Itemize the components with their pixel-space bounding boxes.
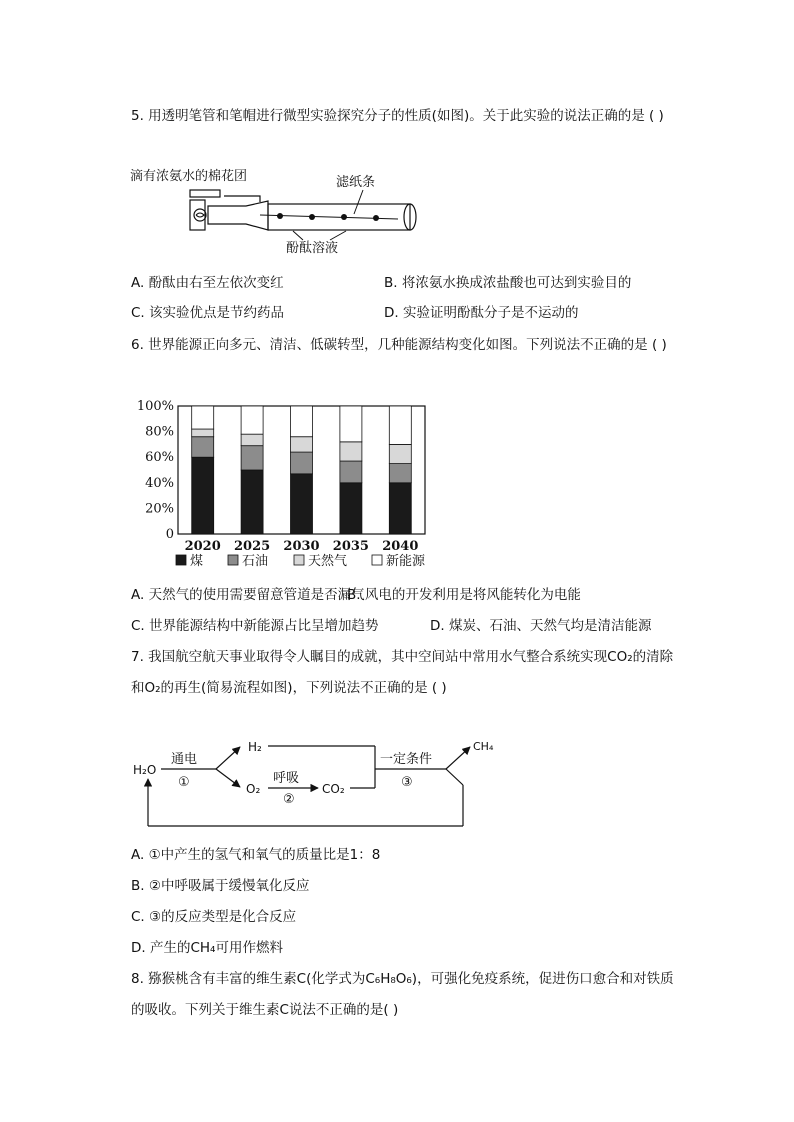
energy-structure-chart xyxy=(120,392,440,572)
label-cotton: 滴有浓氨水的棉花团 xyxy=(130,169,248,184)
y-tick-label: 100% xyxy=(136,399,174,414)
legend-swatch xyxy=(372,555,382,565)
bar-segment xyxy=(241,434,263,446)
legend-swatch xyxy=(228,555,238,565)
step1-label: 通电 xyxy=(171,752,198,767)
legend-label: 石油 xyxy=(242,554,269,569)
x-tick-label: 2020 xyxy=(184,539,221,554)
step2-label: 呼吸 xyxy=(273,771,300,786)
node-o2: O₂ xyxy=(246,782,261,796)
q6-option-a[interactable]: A. 天然气的使用需要留意管道是否漏气 xyxy=(131,587,365,603)
label-phenolphthalein: 酚酞溶液 xyxy=(286,241,339,256)
q7-stem-line1: 7. 我国航空航天事业取得令人瞩目的成就，其中空间站中常用水气整合系统实现CO₂的清除 xyxy=(131,649,674,665)
q7-flow-diagram xyxy=(128,733,508,833)
bar-segment xyxy=(389,483,411,534)
legend-label: 天然气 xyxy=(308,554,348,569)
legend-label: 煤 xyxy=(190,554,204,569)
y-tick-label: 60% xyxy=(145,450,174,466)
step3-number: ③ xyxy=(401,775,413,790)
y-tick-label: 80% xyxy=(145,424,174,440)
bar-segment xyxy=(192,457,214,534)
label-filter-paper: 滤纸条 xyxy=(336,175,376,190)
bar-segment xyxy=(340,461,362,483)
bar-segment xyxy=(389,406,411,444)
q8-stem-line1: 8. 猕猴桃含有丰富的维生素C(化学式为C₆H₈O₆)，可强化免疫系统，促进伤口愈合和对铁质 xyxy=(131,971,674,987)
legend-swatch xyxy=(294,555,304,565)
bar-segment xyxy=(389,464,411,483)
q7-option-b[interactable]: B. ②中呼吸属于缓慢氧化反应 xyxy=(131,878,310,894)
bar-segment xyxy=(291,474,313,534)
q6-option-c[interactable]: C. 世界能源结构中新能源占比呈增加趋势 xyxy=(131,618,379,634)
q8-stem-line2: 的吸收。下列关于维生素C说法不正确的是( ) xyxy=(131,1002,399,1018)
x-tick-label: 2035 xyxy=(332,539,369,554)
bar-segment xyxy=(340,483,362,534)
step2-number: ② xyxy=(283,792,295,807)
q7-option-c[interactable]: C. ③的反应类型是化合反应 xyxy=(131,909,297,925)
node-h2o: H₂O xyxy=(133,763,157,777)
q7-option-d[interactable]: D. 产生的CH₄可用作燃料 xyxy=(131,940,283,956)
bar-segment xyxy=(241,470,263,534)
x-tick-label: 2040 xyxy=(382,539,419,554)
q7-option-a[interactable]: A. ①中产生的氢气和氧气的质量比是1：8 xyxy=(131,847,381,863)
q5-figure xyxy=(128,160,428,260)
q5-option-a[interactable]: A. 酚酞由右至左依次变红 xyxy=(131,275,284,291)
bar-segment xyxy=(340,442,362,461)
legend-swatch xyxy=(176,555,186,565)
node-h2: H₂ xyxy=(248,740,262,754)
step3-label: 一定条件 xyxy=(380,752,433,767)
bar-segment xyxy=(340,406,362,442)
bar-segment xyxy=(192,437,214,457)
x-tick-label: 2025 xyxy=(234,539,271,554)
bar-segment xyxy=(291,406,313,437)
step1-number: ① xyxy=(178,775,190,790)
bar-segment xyxy=(192,429,214,437)
q5-option-d[interactable]: D. 实验证明酚酞分子是不运动的 xyxy=(384,305,579,321)
q6-stem: 6. 世界能源正向多元、清洁、低碳转型，几种能源结构变化如图。下列说法不正确的是 ( ) xyxy=(131,337,667,353)
q6-option-d[interactable]: D. 煤炭、石油、天然气均是清洁能源 xyxy=(430,618,652,634)
bar-segment xyxy=(389,444,411,463)
q7-stem-line2: 和O₂的再生(简易流程如图)，下列说法不正确的是 ( ) xyxy=(131,680,447,696)
bar-segment xyxy=(241,446,263,470)
q5-stem: 5. 用透明笔管和笔帽进行微型实验探究分子的性质(如图)。关于此实验的说法正确的是 ( ) xyxy=(131,108,664,124)
q5-option-b[interactable]: B. 将浓氨水换成浓盐酸也可达到实验目的 xyxy=(384,275,632,291)
bar-segment xyxy=(241,406,263,434)
bar-segment xyxy=(291,437,313,452)
y-tick-label: 0 xyxy=(165,527,174,542)
node-co2: CO₂ xyxy=(322,782,345,796)
bar-segment xyxy=(192,406,214,429)
node-ch4: CH₄ xyxy=(473,740,494,753)
q6-option-b[interactable]: B. 风电的开发利用是将风能转化为电能 xyxy=(347,587,581,603)
bar-segment xyxy=(291,452,313,474)
q5-option-c[interactable]: C. 该实验优点是节约药品 xyxy=(131,305,285,321)
legend-label: 新能源 xyxy=(386,554,426,569)
y-tick-label: 40% xyxy=(145,475,174,491)
x-tick-label: 2030 xyxy=(283,539,320,554)
y-tick-label: 20% xyxy=(145,501,174,517)
